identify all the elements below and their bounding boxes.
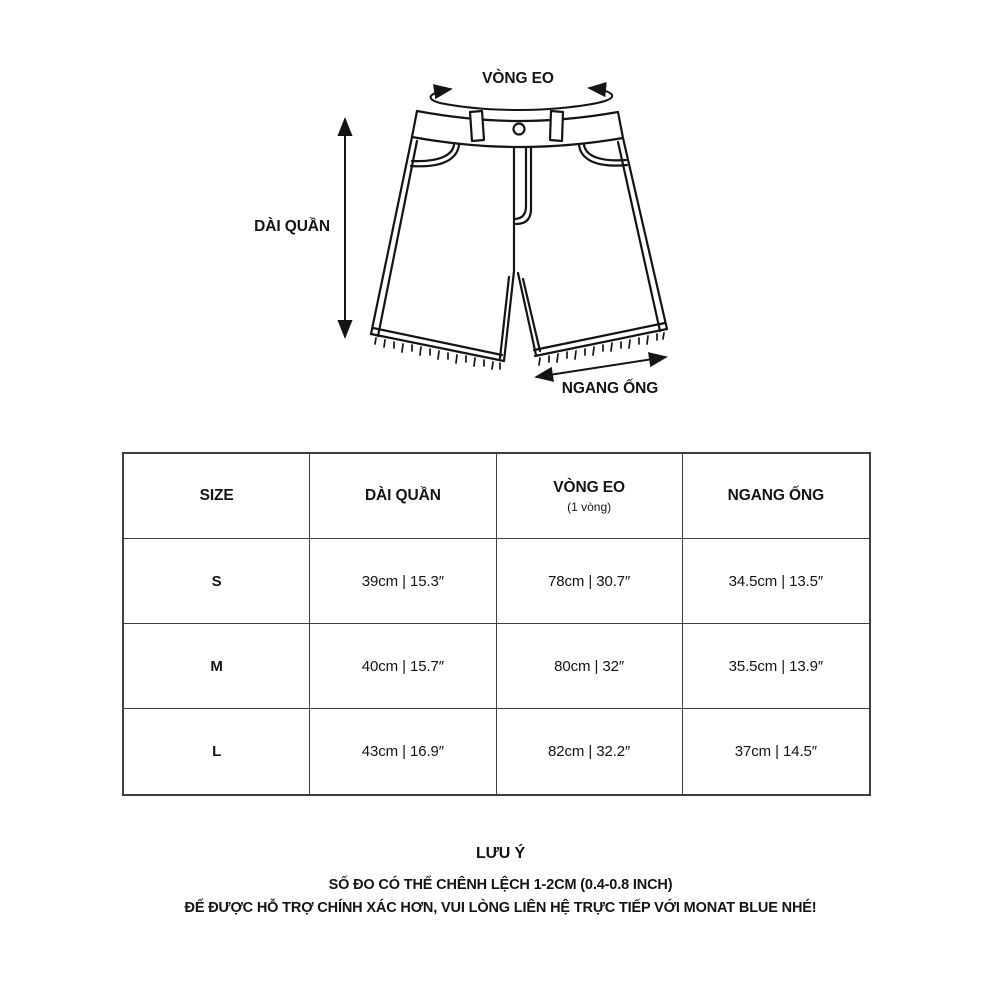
left-outseam <box>371 137 412 334</box>
belt-loop-left <box>470 111 484 141</box>
note-title: LƯU Ý <box>476 845 525 862</box>
left-hem-stitch <box>373 328 502 355</box>
column-header-vong-eo <box>497 454 683 539</box>
left-inseam-stitch <box>500 277 509 358</box>
column-header-label: VÒNG EO <box>553 478 625 496</box>
shorts-technical-drawing <box>0 0 1001 440</box>
waist-label: VÒNG EO <box>482 70 554 87</box>
column-header-label: NGANG ỐNG <box>727 487 825 504</box>
right-outseam <box>623 138 667 329</box>
column-header-size <box>124 454 310 539</box>
cell-l-ngang-ong: 37cm | 14.5″ <box>734 743 817 760</box>
cell-m-vong-eo: 80cm | 32″ <box>497 624 683 709</box>
right-hem-stitch <box>534 323 665 350</box>
shorts-outline <box>371 111 667 361</box>
cell-s-vong-eo: 78cm | 30.7″ <box>497 539 683 624</box>
column-header-label: DÀI QUẦN <box>364 487 441 504</box>
right-inseam-stitch <box>523 279 540 351</box>
waist-arrow <box>431 88 613 110</box>
column-header-label: SIZE <box>199 487 234 504</box>
length-label: DÀI QUẦN <box>254 218 330 235</box>
column-header-dai-quan <box>310 454 496 539</box>
left-outseam-stitch <box>378 141 417 336</box>
cell-s-dai-quan: 39cm | 15.3″ <box>310 539 496 624</box>
cell-l-vong-eo: 82cm | 32.2″ <box>497 709 683 794</box>
leg-opening-label: NGANG ỐNG <box>561 380 659 397</box>
cell-s-ngang-ong: 34.5cm | 13.5″ <box>683 539 869 624</box>
cell-m-dai-quan: 40cm | 15.7″ <box>310 624 496 709</box>
right-inseam <box>518 273 536 355</box>
fly-stitch-outer <box>516 147 531 224</box>
note-line-2: ĐỂ ĐƯỢC HỖ TRỢ CHÍNH XÁC HƠN, VUI LÒNG LIÊN HỆ TRỰC TIẾP VỚI MONAT BLUE NHÉ! <box>184 900 817 916</box>
right-outseam-stitch <box>618 142 660 331</box>
note-line-1: SỐ ĐO CÓ THỂ CHÊNH LỆCH 1-2CM (0.4-0.8 INCH) <box>328 877 673 893</box>
cell-l-dai-quan: 43cm | 16.9″ <box>310 709 496 794</box>
column-header-sub: (1 vòng) <box>567 499 612 514</box>
pocket-left-outer <box>411 145 459 166</box>
button <box>514 124 525 135</box>
cell-m-ngang-ong: 35.5cm | 13.9″ <box>683 624 869 709</box>
cell-size-m: M <box>124 624 310 709</box>
pocket-left-inner <box>412 145 454 161</box>
leg-opening-arrow <box>536 357 666 377</box>
size-table <box>122 452 871 796</box>
cell-size-s: S <box>124 539 310 624</box>
fly-stitch-inner <box>514 147 526 219</box>
column-header-ngang-ong <box>683 454 869 539</box>
belt-loop-right <box>550 111 563 141</box>
cell-size-l: L <box>124 709 310 794</box>
